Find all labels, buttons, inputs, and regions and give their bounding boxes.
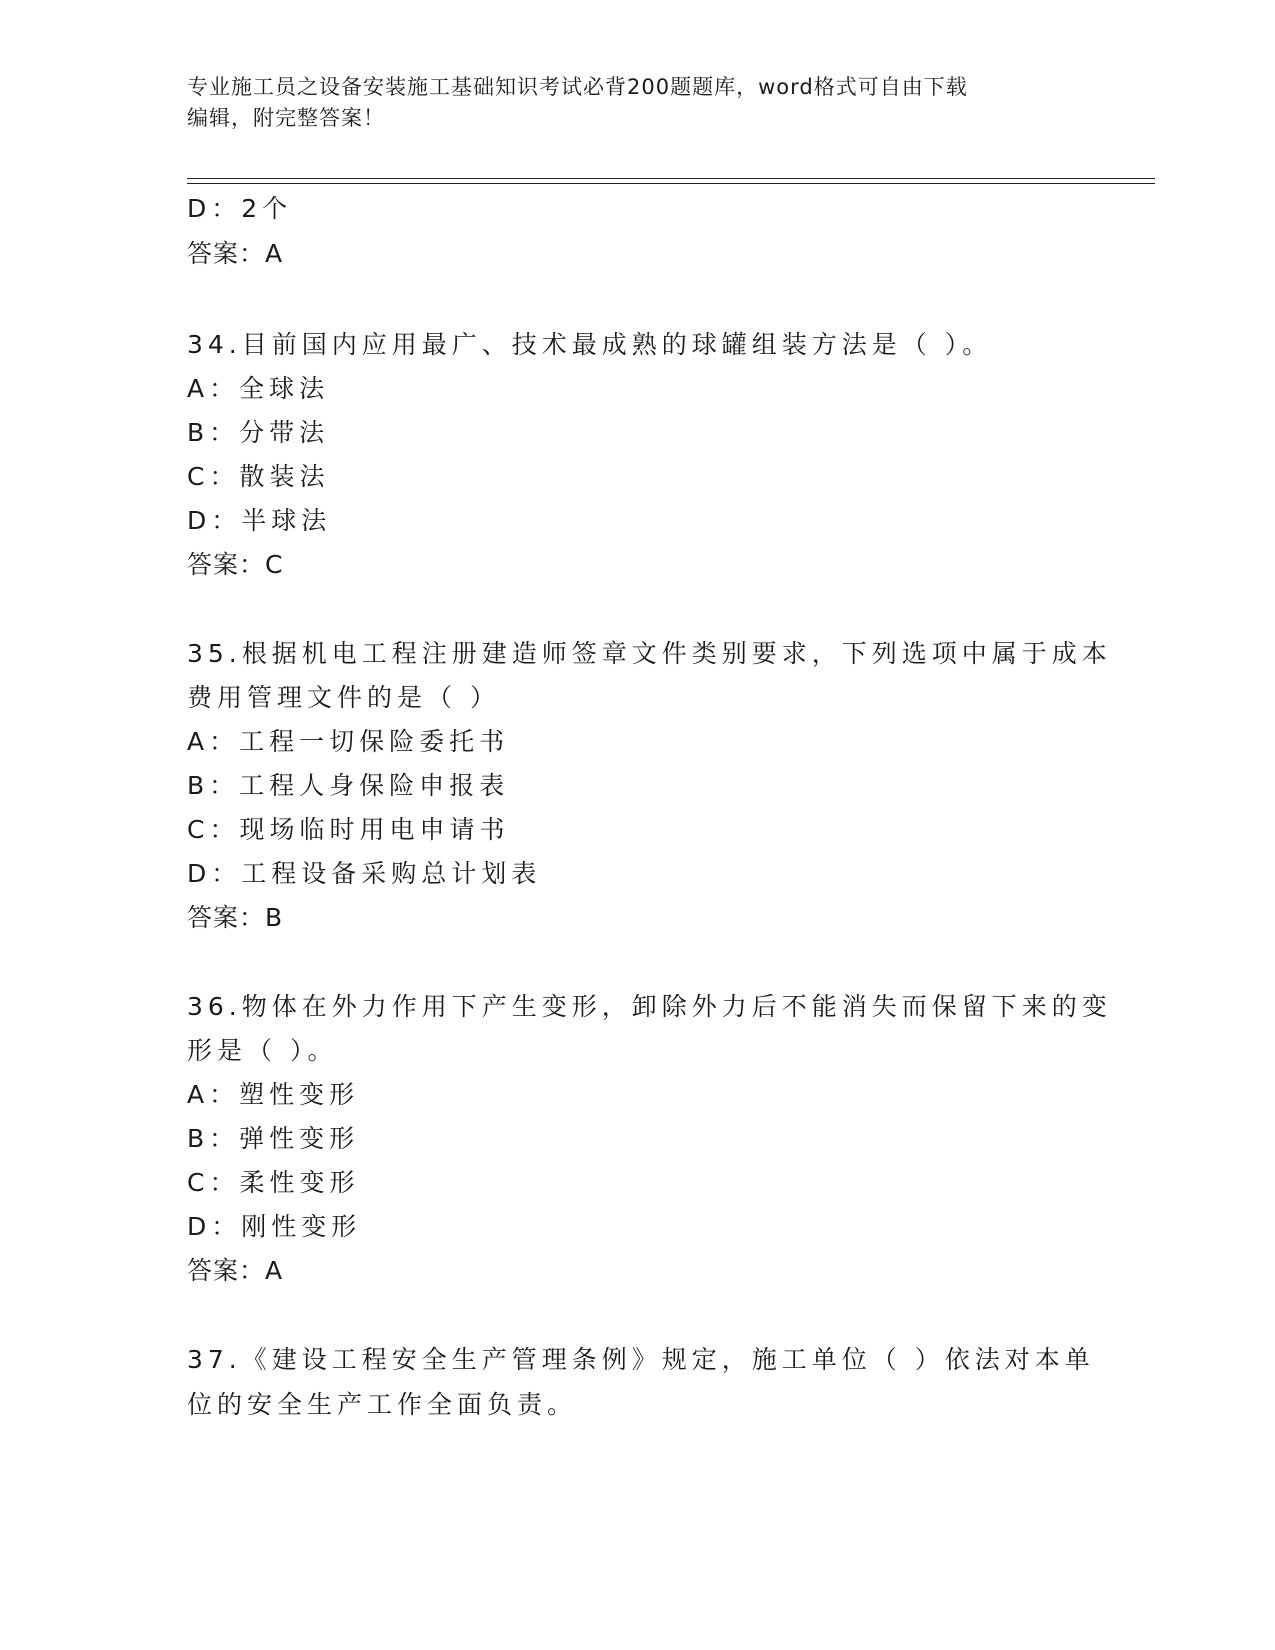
q35-stem-line-1: 35.根据机电工程注册建造师签章文件类别要求，下列选项中属于成本 (187, 639, 1112, 668)
q35-answer: 答案：B (187, 903, 284, 932)
q36-option-d: D：刚性变形 (187, 1212, 362, 1241)
q34-option-d: D：半球法 (187, 506, 332, 535)
q36-stem-line-1: 36.物体在外力作用下产生变形，卸除外力后不能消失而保留下来的变 (187, 992, 1112, 1021)
q34-option-b: B：分带法 (187, 418, 330, 447)
q37-stem-line-1: 37.《建设工程安全生产管理条例》规定，施工单位（ ）依法对本单 (187, 1345, 1095, 1374)
q35-stem-line-2: 费用管理文件的是（ ） (187, 683, 500, 712)
q34-option-c: C：散装法 (187, 462, 330, 491)
prev-option-d: D：2个 (187, 194, 293, 223)
q36-stem-line-2: 形是（ ）。 (187, 1036, 338, 1065)
q35-option-c: C：现场临时用电申请书 (187, 815, 510, 844)
q34-option-a: A：全球法 (187, 374, 330, 403)
prev-answer: 答案：A (187, 239, 284, 268)
q34-answer: 答案：C (187, 550, 284, 579)
q36-answer: 答案：A (187, 1256, 284, 1285)
header-divider-bottom (187, 183, 1155, 184)
header-line-2: 编辑，附完整答案！ (187, 106, 385, 130)
q34-stem: 34.目前国内应用最广、技术最成熟的球罐组装方法是（ ）。 (187, 330, 993, 359)
document-header (187, 72, 1067, 134)
header-divider-top (187, 178, 1155, 179)
q36-option-c: C：柔性变形 (187, 1168, 360, 1197)
q37-stem-line-2: 位的安全生产工作全面负责。 (187, 1390, 578, 1419)
q35-option-d: D：工程设备采购总计划表 (187, 859, 542, 888)
header-line-1: 专业施工员之设备安装施工基础知识考试必背200题题库，word格式可自由下载 (187, 75, 968, 99)
q35-option-a: A：工程一切保险委托书 (187, 727, 510, 756)
q36-option-a: A：塑性变形 (187, 1080, 360, 1109)
q36-option-b: B：弹性变形 (187, 1124, 360, 1153)
q35-option-b: B：工程人身保险申报表 (187, 771, 510, 800)
